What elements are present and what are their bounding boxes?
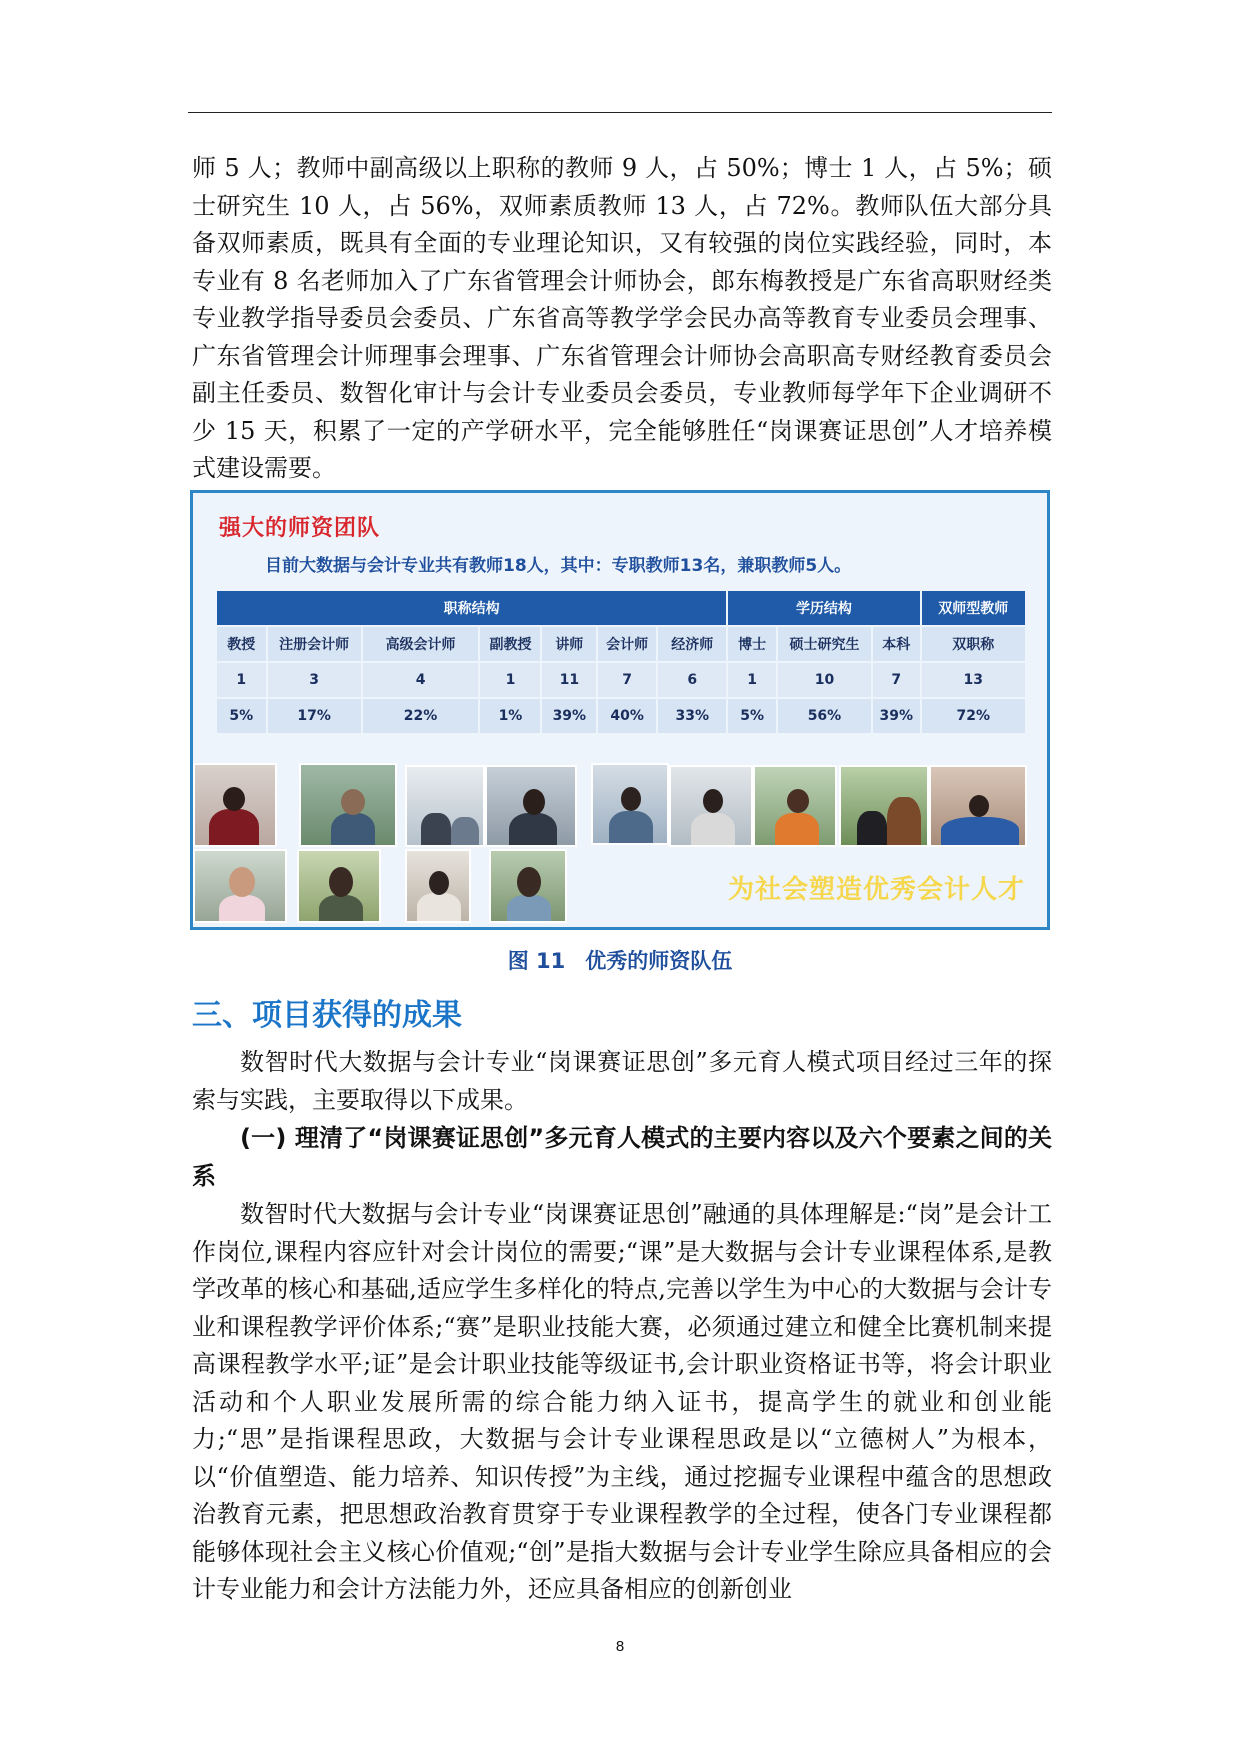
- column-header: 双职称: [922, 627, 1025, 661]
- figure-subtitle: 目前大数据与会计专业共有教师18人，其中：专职教师13名，兼职教师5人。: [265, 556, 852, 576]
- count-cell: 7: [873, 663, 920, 697]
- percent-cell: 5%: [217, 699, 266, 733]
- subheading: [192, 1120, 1052, 1195]
- teacher-photo: [591, 763, 669, 845]
- caption-number: 图 11: [507, 949, 566, 973]
- teacher-photo: [929, 765, 1027, 847]
- top-paragraph-text: 师 5 人；教师中副高级以上职称的教师 9 人，占 50%；博士 1 人，占 5%；硕士研究生 10 人，占 56%，双师素质教师 13 人，占 72%。教师队伍大部分具备双师素质，既具有全面的专业理论知识，又有较强的岗位实践经验，同时，本专业有 8 名老师加入了广东省管理会计师协会，郎东梅教授是广东省高职财经类专业教学指导委员会委员、广东省高等教学学会民办高等教育专业委员会理事、广东省管理会计师理事会理事、广东省管理会计师协会高职高专财经教育委员会副主任委员、数智化审计与会计专业委员会委员，专业教师每学年下企业调研不少 15 天，积累了一定的产学研水平，完全能够胜任“岗课赛证思创”人才培养模式建设需要。: [192, 154, 1052, 482]
- group-header-title: 职称结构: [217, 591, 726, 625]
- percent-cell: 39%: [542, 699, 596, 733]
- count-cell: 4: [363, 663, 479, 697]
- column-header: 注册会计师: [268, 627, 361, 661]
- figure-caption: [0, 945, 1240, 975]
- percent-cell: 40%: [598, 699, 656, 733]
- column-header: 经济师: [658, 627, 726, 661]
- group-header-education: 学历结构: [728, 591, 919, 625]
- percent-cell: 39%: [873, 699, 920, 733]
- column-header: 讲师: [542, 627, 596, 661]
- page-number: 8: [615, 1638, 625, 1655]
- column-header: 会计师: [598, 627, 656, 661]
- teacher-photo: [297, 849, 381, 923]
- percent-cell: 72%: [922, 699, 1025, 733]
- top-paragraph: [192, 150, 1052, 488]
- body-paragraph-text: 数智时代大数据与会计专业“岗课赛证思创”融通的具体理解是:“岗”是会计工作岗位,课程内容应针对会计岗位的需要;“课”是大数据与会计专业课程体系,是教学改革的核心和基础,适应学生多样化的特点,完善以学生为中心的大数据与会计专业和课程教学评价体系;“赛”是职业技能大赛，必须通过建立和健全比赛机制来提高课程教学水平;证”是会计职业技能等级证书,会计职业资格证书等，将会计职业活动和个人职业发展所需的综合能力纳入证书，提高学生的就业和创业能力;“思”是指课程思政，大数据与会计专业课程思政是以“立德树人”为根本，以“价值塑造、能力培养、知识传授”为主线，通过挖掘专业课程中蕴含的思想政治教育元素，把思想政治教育贯穿于专业课程教学的全过程，使各门专业课程都能够体现社会主义核心价值观;“创”是指大数据与会计专业学生除应具备相应的会计专业能力和会计方法能力外，还应具备相应的创新创业: [192, 1200, 1052, 1603]
- count-cell: 1: [480, 663, 540, 697]
- percent-cell: 22%: [363, 699, 479, 733]
- teacher-photo: [193, 849, 287, 923]
- column-header: 副教授: [480, 627, 540, 661]
- percent-cell: 5%: [728, 699, 776, 733]
- column-header: 硕士研究生: [778, 627, 871, 661]
- column-header: 教授: [217, 627, 266, 661]
- teacher-photo: [405, 849, 471, 923]
- count-cell: 13: [922, 663, 1025, 697]
- count-cell: 7: [598, 663, 656, 697]
- count-cell: 11: [542, 663, 596, 697]
- count-cell: 1: [728, 663, 776, 697]
- table-column-header-row: [217, 627, 1025, 661]
- figure-title: 强大的师资团队: [219, 516, 381, 541]
- section-title: 三、项目获得的成果: [192, 998, 462, 1033]
- intro-paragraph-text: 数智时代大数据与会计专业“岗课赛证思创”多元育人模式项目经过三年的探索与实践，主要取得以下成果。: [192, 1048, 1052, 1114]
- column-header: 本科: [873, 627, 920, 661]
- percent-cell: 17%: [268, 699, 361, 733]
- teacher-photo: [485, 765, 577, 847]
- caption-text: 优秀的师资队伍: [585, 949, 733, 973]
- subheading-text: (一) 理清了“岗课赛证思创”多元育人模式的主要内容以及六个要素之间的关系: [192, 1124, 1052, 1190]
- count-cell: 3: [268, 663, 361, 697]
- percent-cell: 33%: [658, 699, 726, 733]
- table-group-header-row: [217, 591, 1025, 625]
- teacher-photo: [299, 763, 397, 847]
- table-percent-row: [217, 699, 1025, 733]
- teacher-photo: [489, 849, 567, 923]
- count-cell: 1: [217, 663, 266, 697]
- count-cell: 6: [658, 663, 726, 697]
- header-rule: [188, 112, 1052, 113]
- column-header: 高级会计师: [363, 627, 479, 661]
- percent-cell: 1%: [480, 699, 540, 733]
- teacher-photo: [753, 765, 837, 847]
- teacher-stats-table: [215, 589, 1027, 735]
- teacher-photo: [839, 765, 929, 847]
- column-header: 博士: [728, 627, 776, 661]
- teacher-photo: [193, 763, 277, 847]
- table-count-row: [217, 663, 1025, 697]
- teacher-photo: [669, 765, 753, 847]
- count-cell: 10: [778, 663, 871, 697]
- teacher-team-figure: [190, 490, 1050, 930]
- percent-cell: 56%: [778, 699, 871, 733]
- teacher-photo: [405, 765, 485, 847]
- intro-paragraph: [192, 1044, 1052, 1119]
- figure-slogan: 为社会塑造优秀会计人才: [727, 875, 1025, 905]
- body-paragraph: [192, 1196, 1052, 1609]
- group-header-dual: 双师型教师: [922, 591, 1025, 625]
